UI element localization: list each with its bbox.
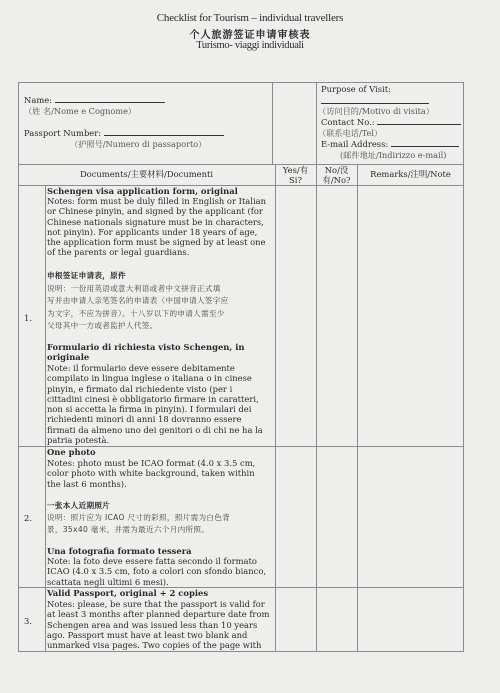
row-1-yes-cell[interactable] — [276, 186, 316, 446]
contact-field[interactable] — [377, 117, 461, 125]
row-title-cn: 申根签证申请表，原件 — [47, 271, 126, 280]
row-number: 1. — [24, 313, 32, 323]
title-italian: Turismo- viaggi individuali — [196, 40, 304, 51]
row-note-it: Note: la foto deve essere fatta secondo il formato ICAO (4.0 x 3.5 cm, foto a colori con sfondo bianco, scattata negli ultimi 6 mesi). — [47, 556, 267, 587]
name-label: Name: — [24, 95, 165, 105]
title-english: Checklist for Tourism – individual travellers — [156, 12, 344, 24]
row-number: 3. — [24, 616, 32, 626]
title-chinese: 个人旅游签证申请审核表 — [189, 30, 311, 41]
row-note-en: Notes: please, be sure that the passport is valid for at least 3 months after planned departure date from Schengen area and was issued less than 10 years ago. Passport must have at least two blank and unmarked visa pages. Two copies of the page with — [47, 599, 270, 651]
row-title-en: Valid Passport, original + 2 copies — [47, 588, 209, 598]
row-note-it: Note: il formulario deve essere debitamente compilato in lingua inglese o italiana o in cinese pinyin, e firmato dal richiedente visto (per i cittadini cinesi è obbligatorio firmare in caratteri, non si accetta la firma in pinyin). I formulari dei richiedenti minori di anni 18 dovranno essere firmati da almeno uno dei genitori o di chi ne ha la patria potestà. — [47, 363, 263, 446]
email-label: E-mail Address: — [321, 139, 459, 149]
email-sub: (邮件地址/Indirizzo e-mail) — [340, 150, 447, 160]
row-number: 2. — [24, 513, 32, 523]
row-title-cn: 一张本人近期照片 — [47, 501, 111, 510]
column-documents: Documents/主要材料/Documenti — [79, 169, 214, 179]
contact-sub: （联系电话/Tel） — [318, 128, 383, 138]
row-note-en: Notes: form must be duly filled in English or Italian or Chinese pinyin, and signed by the applicant (for Chinese nationals signature must be in characters, not pinyin). For applicants under 18 years of age, the application form must be signed by at least one of the parents or legal guardians. — [47, 196, 267, 258]
column-yes: Yes/有 Si? — [282, 165, 309, 185]
row-1-no-cell[interactable] — [317, 186, 357, 446]
row-2-remarks-cell[interactable] — [358, 447, 463, 587]
email-field[interactable] — [391, 139, 459, 147]
row-title-it: Formulario di richiesta visto Schengen, in originale — [47, 342, 245, 363]
column-remarks: Remarks/注明/Note — [370, 169, 451, 179]
column-no: No/没 有/No? — [322, 165, 351, 185]
row-3-remarks-cell[interactable] — [358, 588, 463, 652]
name-sub: （姓 名/Nome e Cognome） — [24, 106, 137, 116]
name-field[interactable] — [55, 95, 165, 103]
passport-label: Passport Number: — [24, 128, 224, 138]
row-note-cn: 说明：照片应为 ICAO 尺寸的彩照，照片需为白色背 景，35x40 毫米，并需为最近六个月内所照。 — [47, 513, 231, 535]
row-1-remarks-cell[interactable] — [358, 186, 463, 446]
row-2-yes-cell[interactable] — [276, 447, 316, 587]
row-title-it: Una fotografia formato tessera — [47, 546, 192, 556]
purpose-field[interactable] — [321, 96, 429, 104]
row-note-en: Notes: photo must be ICAO format (4.0 x 3.5 cm, color photo with white background, taken within the last 6 months). — [47, 458, 256, 489]
passport-field[interactable] — [104, 128, 224, 136]
contact-label: Contact No.: — [321, 117, 461, 127]
row-title-en: One photo — [47, 447, 96, 457]
row-note-cn: 说明：一份用英语或意大利语或者中文拼音正式填 写并由申请人亲笔签名的申请表（中国申请人签字应 为文字，不应为拼音）。十八岁以下的申请人需至少 父母其中一方或者监护人代签。 — [47, 284, 229, 331]
passport-sub: （护照号/Numero di passaporto） — [70, 139, 207, 149]
row-3-yes-cell[interactable] — [276, 588, 316, 652]
purpose-label: Purpose of Visit: — [321, 84, 391, 94]
row-title-en: Schengen visa application form, original — [47, 186, 238, 196]
row-3-no-cell[interactable] — [317, 588, 357, 652]
purpose-sub: （访问目的/Motivo di visita） — [318, 106, 434, 116]
row-2-no-cell[interactable] — [317, 447, 357, 587]
